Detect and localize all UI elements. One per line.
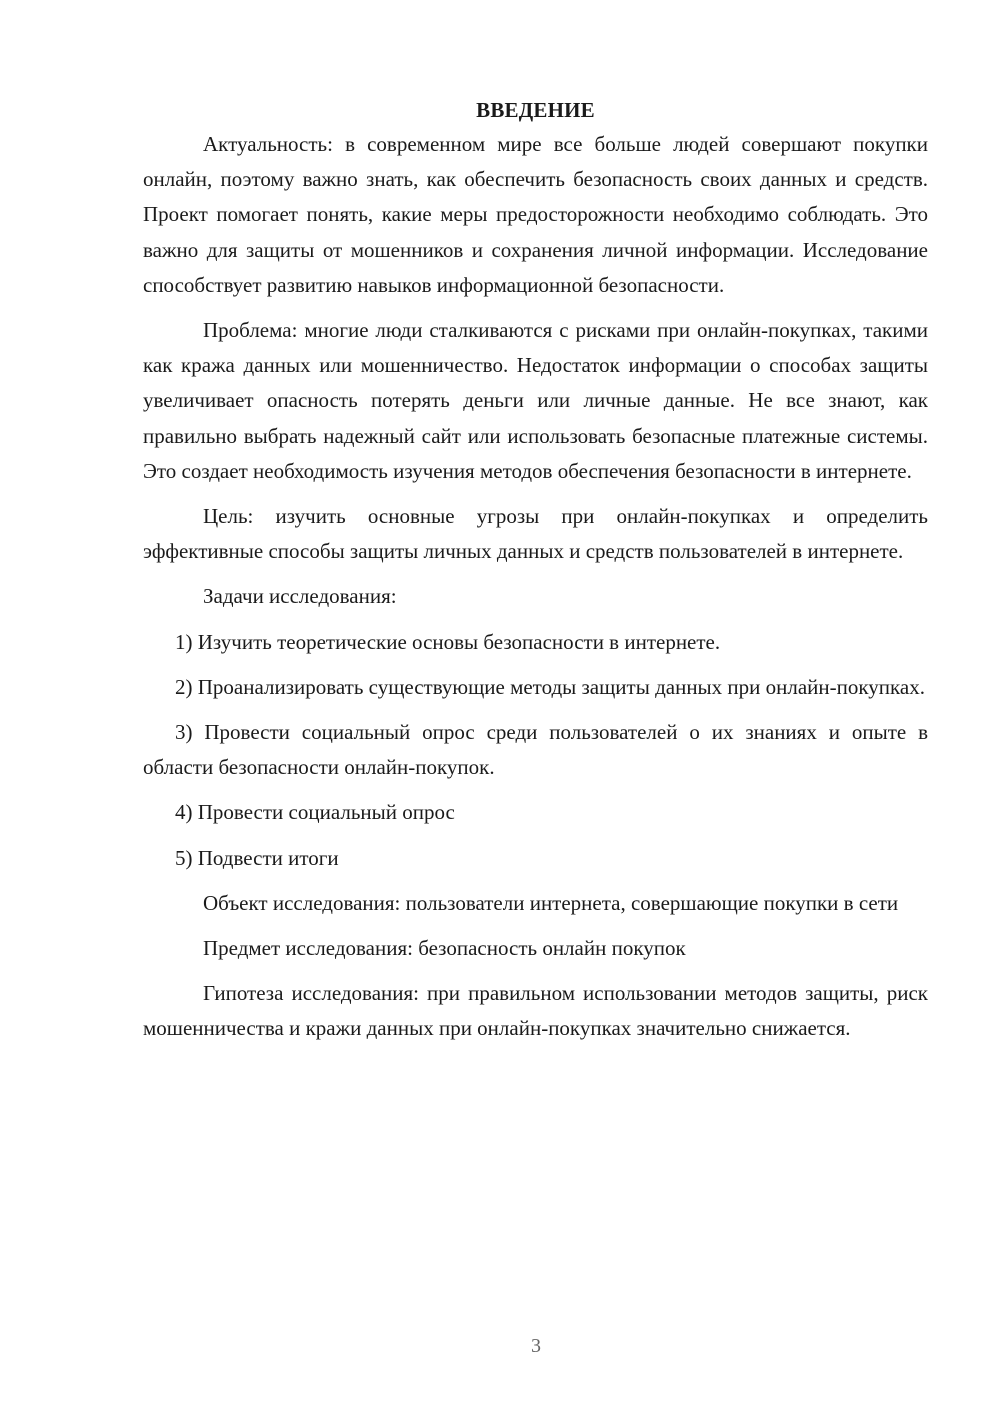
paragraph-goal: Цель: изучить основные угрозы при онлайн-покупках и определить эффективные способы защиты личных данных и средств пользователей в интернете. xyxy=(143,504,928,564)
paragraph-object: Объект исследования: пользователи интернета, совершающие покупки в сети xyxy=(203,890,899,915)
task-item-4: 4) Провести социальный опрос xyxy=(175,800,455,825)
paragraph-hypothesis: Гипотеза исследования: при правильном использовании методов защиты, риск мошенничества и кражи данных при онлайн-покупках значительно снижается. xyxy=(143,981,928,1041)
task-item-3: 3) Провести социальный опрос среди пользователей о их знаниях и опыте в области безопасности онлайн-покупок. xyxy=(143,720,928,780)
section-heading: ВВЕДЕНИЕ xyxy=(476,98,595,122)
task-item-1: 1) Изучить теоретические основы безопасности в интернете. xyxy=(175,629,721,654)
task-item-2: 2) Проанализировать существующие методы защиты данных при онлайн-покупках. xyxy=(175,674,925,699)
paragraph-relevance: Актуальность: в современном мире все больше людей совершают покупки онлайн, поэтому важно знать, как обеспечить безопасность своих данных и средств. Проект помогает понять, какие меры предосторожности необходимо соблюдать. Это важно для защиты от мошенников и сохранения личной информации. Исследование способствует развитию навыков информационной безопасности. xyxy=(143,132,928,297)
page-number: 3 xyxy=(531,1335,541,1357)
paragraph-problem: Проблема: многие люди сталкиваются с рисками при онлайн-покупках, такими как кража данных или мошенничество. Недостаток информации о способах защиты увеличивает опасность потерять деньги или личные данные. Не все знают, как правильно выбрать надежный сайт или использовать безопасные платежные системы. Это создает необходимость изучения методов обеспечения безопасности в интернете. xyxy=(143,318,928,483)
task-item-5: 5) Подвести итоги xyxy=(175,845,339,870)
paragraph-subject: Предмет исследования: безопасность онлайн покупок xyxy=(203,936,686,961)
document-page xyxy=(143,93,928,1057)
paragraph-tasks-intro: Задачи исследования: xyxy=(203,584,397,609)
